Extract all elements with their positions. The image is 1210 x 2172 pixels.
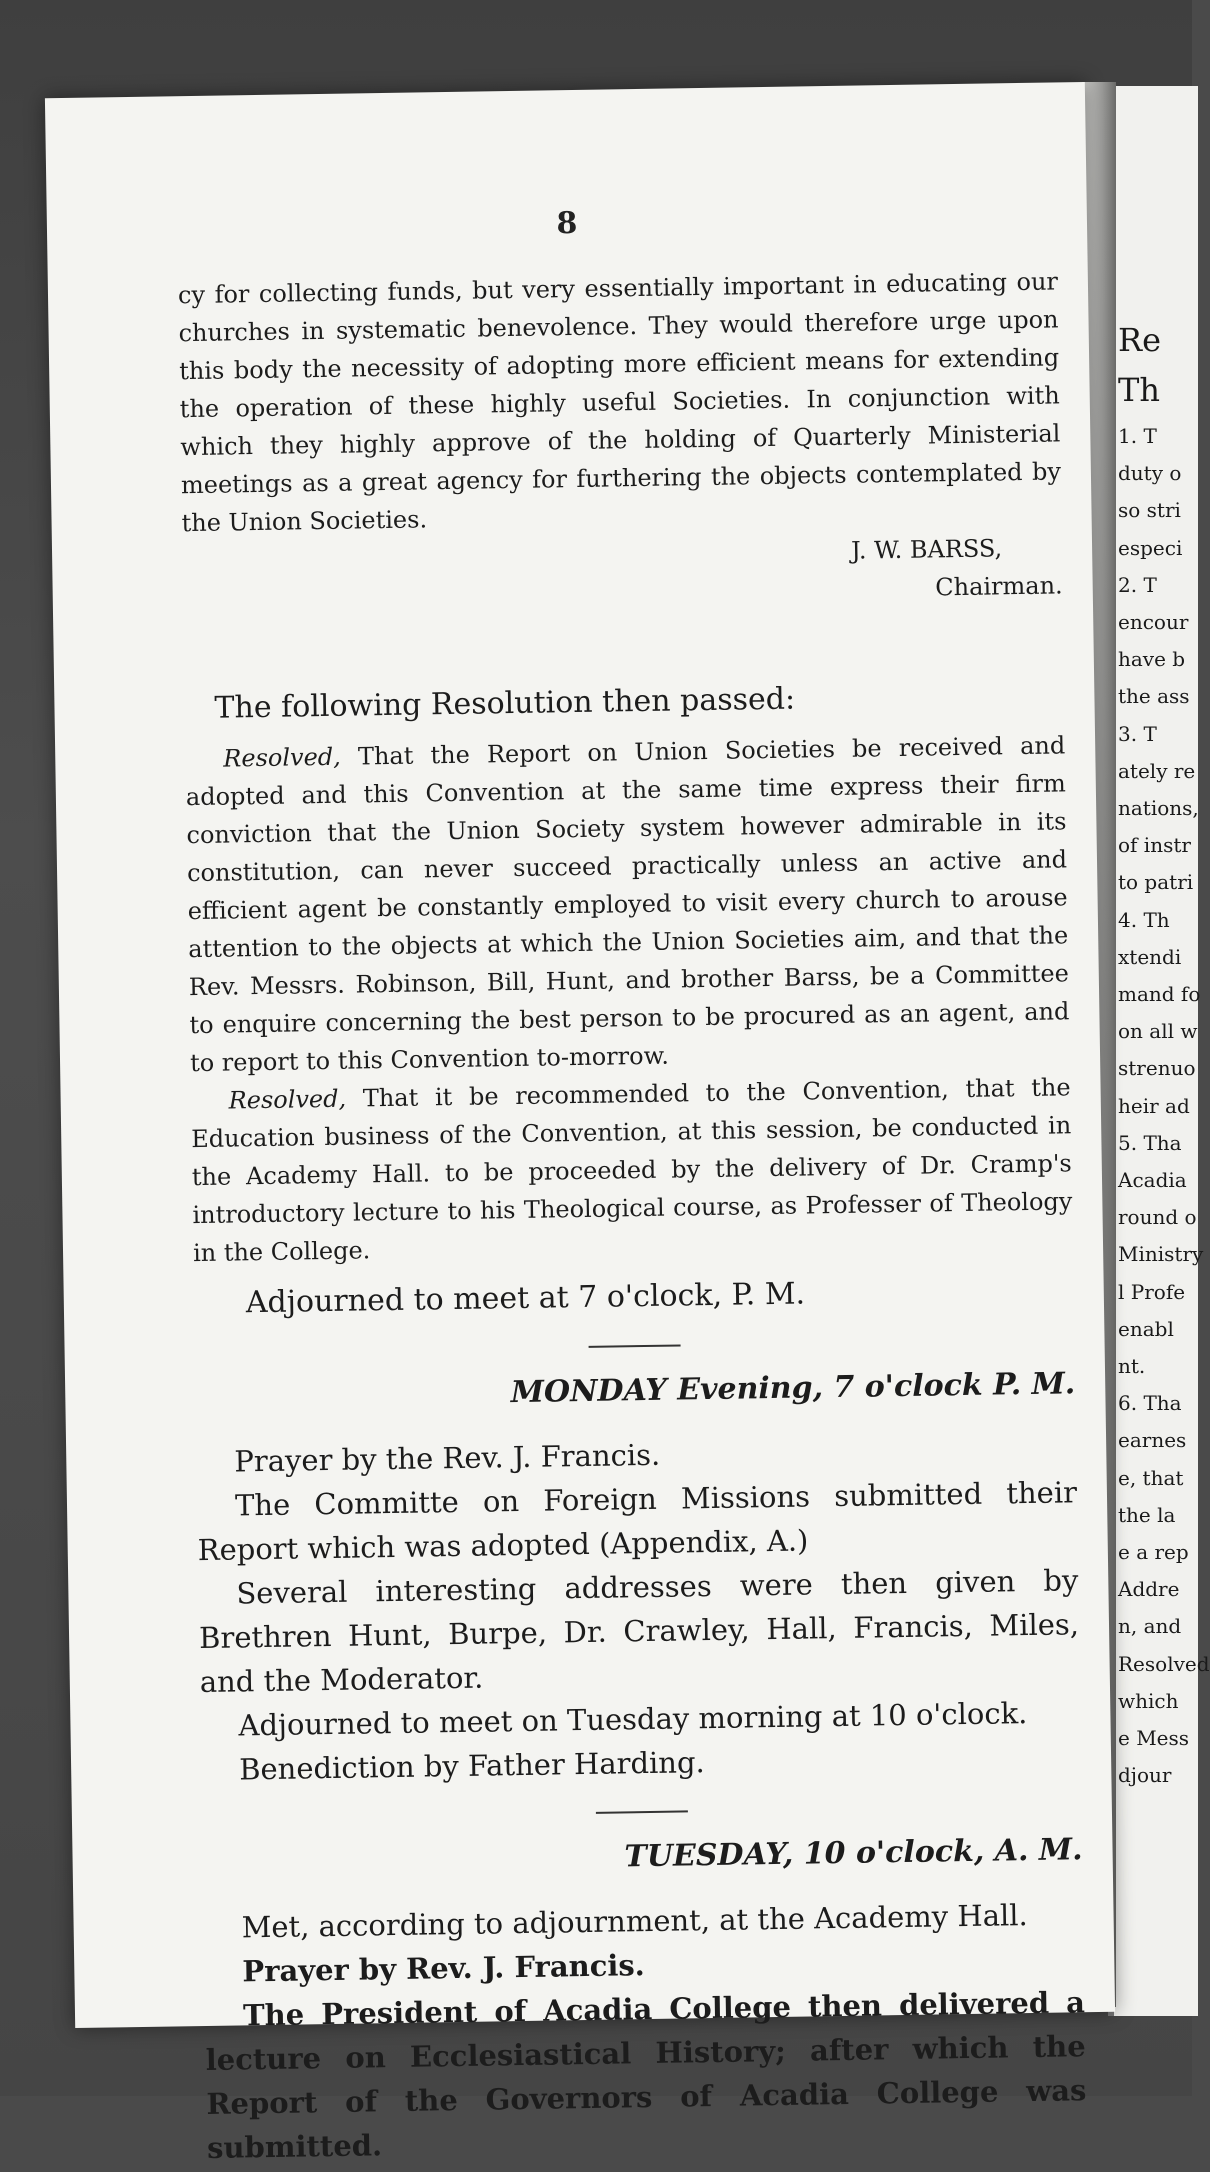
facing-page-fragment: Acadia xyxy=(1118,1168,1187,1192)
facing-page-fragment: nations, xyxy=(1118,796,1199,820)
facing-page-fragment: strenuo xyxy=(1118,1056,1196,1081)
facing-page-fragment: encour xyxy=(1118,610,1189,634)
facing-page-fragment: e a rep xyxy=(1118,1540,1189,1564)
facing-page-fragment: e Mess xyxy=(1118,1726,1190,1750)
tuesday-prayer: Prayer by Rev. J. Francis. xyxy=(242,1948,646,1989)
signature-name: J. W. BARSS, xyxy=(850,534,1003,565)
facing-page-fragment: the la xyxy=(1118,1502,1176,1527)
facing-page-fragment: l Profe xyxy=(1118,1279,1186,1304)
facing-page-fragment: 4. Th xyxy=(1118,907,1170,932)
resolution-one-text: That the Report on Union Societies be received and adopted and this Convention at the same time express their firm conviction that the Union Society system however admirable in its constitution, can never succeed practically unless an active and efficient agent be constantly employed to visit every church to arouse attention to the objects at which the Union Societies aim, and that the Rev. Messrs. Robinson, Bill, Hunt, and brother Barss, be a Committee to enquire concerning the best person to be procured as an agent, and to report to this Convention to-morrow. xyxy=(185,731,1070,1078)
facing-page-fragment: 6. Tha xyxy=(1118,1391,1182,1416)
tuesday-heading: TUESDAY, 10 o'clock, A. M. xyxy=(624,1832,1083,1875)
facing-page-fragment: n, and xyxy=(1118,1614,1182,1639)
resolution-two-text: That it be recommended to the Convention, that the Education business of the Convention, at this session, be conducted in the Academy Hall. to be proceeded by the delivery of Dr. Cramp's introductory lecture to his Theological course, as Professer of Theology in the College. xyxy=(191,1073,1073,1268)
resolution-one xyxy=(185,726,1070,1082)
facing-page-fragment: heir ad xyxy=(1118,1093,1190,1118)
facing-page-fragment: mand fo xyxy=(1118,982,1201,1006)
facing-page-fragment: of instr xyxy=(1118,833,1191,858)
monday-committee: The Committe on Foreign Missions submitted their Report which was adopted (Appendix, A.) xyxy=(197,1475,1078,1568)
facing-page-fragment: especi xyxy=(1118,535,1183,560)
page-content xyxy=(178,262,1088,2170)
facing-page-fragment: nt. xyxy=(1118,1354,1146,1378)
facing-page-fragment: Resolved xyxy=(1118,1651,1210,1676)
signature-title: Chairman. xyxy=(935,571,1063,602)
adjourn-line: Adjourned to meet at 7 o'clock, P. M. xyxy=(245,1276,806,1321)
monday-benediction: Benediction by Father Harding. xyxy=(238,1745,705,1787)
facing-page-fragment: the ass xyxy=(1118,684,1190,709)
facing-page-fragment: to patri xyxy=(1118,870,1194,895)
monday-adjourn: Adjourned to meet on Tuesday morning at 10 o'clock. xyxy=(238,1696,1028,1743)
facing-page-fragment: which xyxy=(1118,1688,1179,1713)
facing-page-fragment: e, that xyxy=(1118,1465,1184,1490)
book-page xyxy=(45,82,1115,2165)
monday-heading: MONDAY Evening, 7 o'clock P. M. xyxy=(510,1366,1076,1411)
resolved-label: Resolved, xyxy=(223,742,341,773)
facing-page-fragment: 5. Tha xyxy=(1118,1130,1182,1155)
facing-page-fragment: 1. T xyxy=(1118,424,1157,448)
report-paragraph: cy for collecting funds, but very essentially important in educating our churches in systematic benevolence. They would therefore urge upon this body the necessity of adopting more efficient means for extending the operation of these highly useful Societies. In conjunction with which they highly approve of the holding of Quarterly Ministerial meetings as a great agency for furthering the objects contemplated by the Union Societies. xyxy=(177,267,1062,538)
facing-page-fragment: 3. T xyxy=(1118,721,1157,746)
tuesday-met: Met, according to adjournment, at the Academy Hall. xyxy=(241,1898,1028,1945)
facing-page-fragment: Re xyxy=(1118,321,1162,359)
resolved-label: Resolved, xyxy=(228,1084,347,1115)
facing-page-fragment: Ministry xyxy=(1118,1242,1204,1267)
facing-page-fragment: on all w xyxy=(1118,1019,1198,1044)
page-number: 8 xyxy=(556,205,578,242)
facing-page-fragment: duty o xyxy=(1118,461,1182,486)
facing-page-edge xyxy=(1108,86,1210,2016)
monday-prayer: Prayer by the Rev. J. Francis. xyxy=(234,1437,661,1479)
resolution-two xyxy=(190,1068,1073,1272)
facing-page-fragment: ately re xyxy=(1118,758,1196,783)
facing-page-fragment: Th xyxy=(1118,371,1160,409)
facing-page-fragment: djour xyxy=(1118,1763,1172,1788)
section-divider xyxy=(596,1810,688,1813)
facing-page-fragment: Addre xyxy=(1118,1577,1180,1602)
facing-page-fragment: have b xyxy=(1118,647,1186,672)
facing-page-fragment: 2. T xyxy=(1118,572,1157,597)
section-divider xyxy=(589,1344,681,1347)
facing-page-fragment: xtendi xyxy=(1118,944,1182,969)
facing-page-fragment: enabl xyxy=(1118,1316,1174,1341)
resolution-heading: The following Resolution then passed: xyxy=(214,681,796,726)
tuesday-president: The President of Acadia College then delivered a lecture on Ecclesiastical History; after which the Report of the Governors of Acadia College was submitted. xyxy=(205,1985,1087,2165)
monday-addresses: Several interesting addresses were then given by Brethren Hunt, Burpe, Dr. Crawley, Hall, Francis, Miles, and the Moderator. xyxy=(198,1563,1080,1700)
facing-page-fragment: round o xyxy=(1118,1205,1197,1230)
facing-page-fragment: earnes xyxy=(1118,1428,1187,1453)
facing-page-fragment: so stri xyxy=(1118,498,1181,523)
